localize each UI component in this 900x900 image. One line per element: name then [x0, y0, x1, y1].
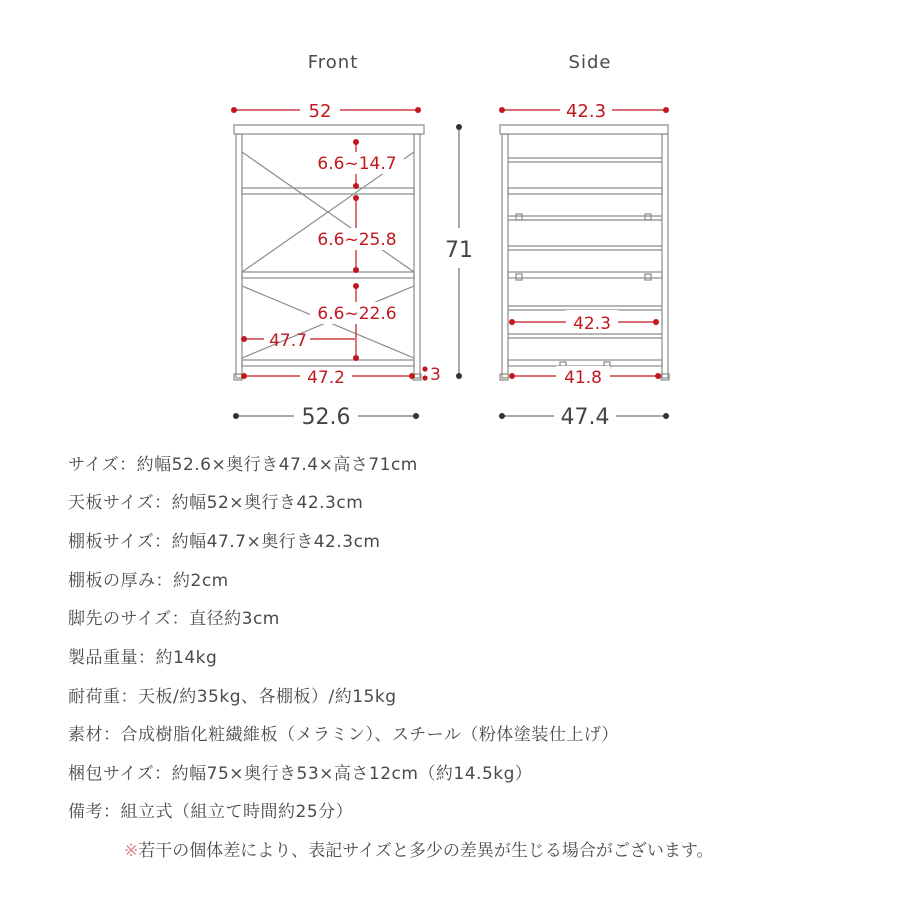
disclaimer-note	[124, 836, 714, 861]
spec-shelf-size: 棚板サイズ：約幅47.7×奥行き42.3cm	[68, 532, 381, 552]
spec-size: サイズ：約幅52.6×奥行き47.4×高さ71cm	[68, 455, 418, 475]
side-base-depth: 41.8	[564, 368, 602, 388]
front-shelf-width: 47.7	[269, 331, 307, 351]
front-outer-width: 52.6	[301, 405, 351, 430]
note-mark: ※	[124, 841, 139, 861]
front-gap-bottom: 6.6~22.6	[317, 304, 397, 324]
front-base-width: 47.2	[307, 368, 345, 388]
side-outer-depth: 47.4	[560, 405, 610, 430]
front-title: Front	[307, 52, 359, 73]
spec-top-board-size: 天板サイズ：約幅52×奥行き42.3cm	[68, 493, 364, 513]
spec-shelf-thickness: 棚板の厚み：約2cm	[68, 571, 229, 591]
dimension-diagram	[0, 0, 900, 440]
side-dimensions	[499, 101, 669, 430]
front-height: 71	[445, 238, 473, 263]
front-top-width: 52	[308, 101, 332, 122]
side-shelf-depth: 42.3	[573, 314, 611, 334]
front-dimensions	[231, 101, 473, 430]
spec-foot-size: 脚先のサイズ：直径約3cm	[68, 609, 280, 629]
spec-material: 素材：合成樹脂化粧繊維板（メラミン）、スチール（粉体塗装仕上げ）	[68, 725, 619, 745]
spec-package-size: 梱包サイズ：約幅75×奥行き53×高さ12cm（約14.5kg）	[68, 764, 533, 784]
spec-weight: 製品重量：約14kg	[68, 648, 218, 668]
front-gap-top: 6.6~14.7	[317, 154, 397, 174]
side-top-depth: 42.3	[565, 101, 607, 122]
spec-remarks: 備考：組立式（組立て時間約25分）	[68, 802, 354, 822]
front-gap-mid: 6.6~25.8	[317, 230, 397, 250]
side-view	[500, 125, 669, 380]
side-title: Side	[568, 52, 612, 73]
front-foot-size: 3	[430, 365, 441, 385]
spec-load-capacity: 耐荷重：天板/約35kg、各棚板）/約15kg	[68, 687, 397, 707]
note-text: 若干の個体差により、表記サイズと多少の差異が生じる場合がございます。	[138, 841, 714, 861]
